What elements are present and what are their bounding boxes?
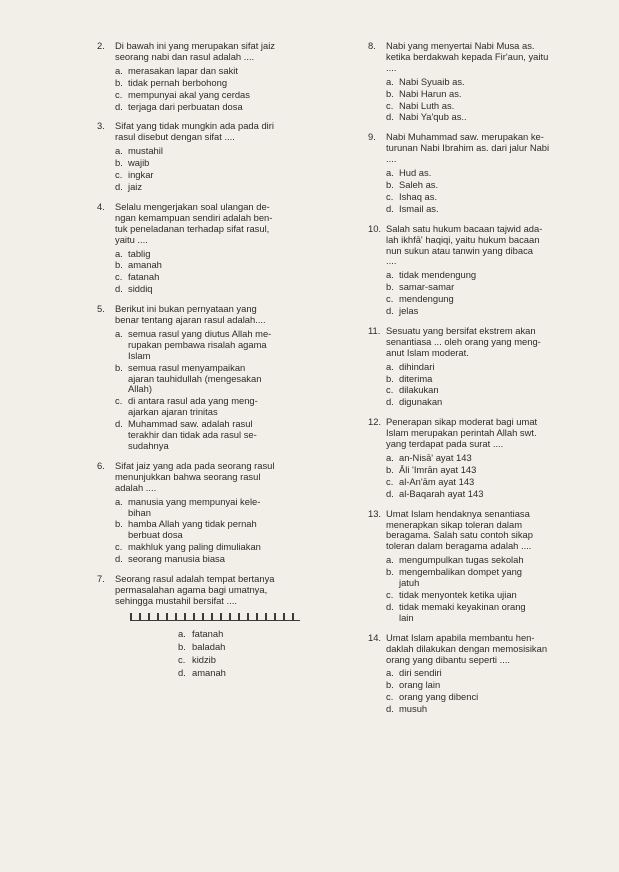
notebook-spiral [130, 613, 300, 620]
stem-line: toleran dalam beragama adalah .... [386, 540, 532, 552]
option-text: orang lain [399, 679, 441, 691]
option-letter: d. [115, 180, 123, 192]
option-text: Saleh as. [399, 178, 439, 190]
option-letter: b. [115, 76, 123, 88]
answer-option[interactable] [178, 629, 226, 640]
option-text: makhluk yang paling dimuliakan [128, 541, 261, 553]
option-text: fatanah [128, 271, 160, 283]
stem-line: .... [386, 255, 397, 267]
option-text: tidak mendengung [399, 269, 477, 281]
option-text: samar-samar [399, 281, 455, 293]
option-letter: b. [386, 463, 394, 475]
stem-line: lah ikhfā' haqiqi, yaitu hukum bacaan [386, 233, 540, 245]
option-letter: d. [386, 111, 394, 123]
option-text: mustahil [128, 145, 163, 157]
option-text: an-Nisā' ayat 143 [399, 452, 472, 463]
option-text: diri sendiri [399, 667, 442, 679]
stem-line: rasul disebut dengan sifat .... [115, 131, 235, 143]
question-7 [97, 574, 345, 755]
question-8 [368, 41, 600, 123]
option-text: Ishaq as. [399, 190, 438, 202]
option-letter: a. [115, 247, 123, 259]
answer-option[interactable] [386, 180, 600, 191]
option-letter: c. [115, 88, 123, 100]
question-6 [97, 461, 345, 565]
stem-line: senantiasa ... oleh orang yang meng- [386, 335, 541, 347]
option-letter: c. [386, 190, 394, 202]
question-11 [368, 326, 600, 408]
stem-line: beragama. Salah satu contoh sikap [386, 529, 533, 541]
option-text: tidak menyontek ketika ujian [399, 588, 517, 600]
answer-option[interactable] [115, 66, 345, 77]
option-letter: b. [386, 281, 394, 293]
option-text: terjaga dari perbuatan dosa [128, 100, 243, 112]
question-4 [97, 202, 345, 295]
option-text: di antara rasul ada yang meng- [128, 395, 258, 407]
right-column [368, 41, 600, 724]
question-stem [386, 224, 600, 268]
stem-line: tuk peneladanan terhadap sifat rasul, [115, 222, 270, 234]
option-letter: c. [178, 653, 186, 665]
option-text: semua rasul menyampaikan [128, 361, 246, 373]
option-text: jelas [399, 305, 419, 317]
option-letter: d. [386, 600, 394, 612]
answer-option[interactable] [115, 182, 345, 193]
question-number: 9. [368, 131, 376, 143]
option-letter: c. [386, 384, 394, 396]
option-text: rupakan pembawa risalah agama [128, 338, 267, 350]
question-number: 14. [368, 631, 382, 643]
stem-line: .... [386, 153, 397, 165]
answer-option[interactable] [386, 602, 600, 624]
option-text: ajaran tauhidullah (mengesakan [128, 372, 262, 384]
answer-option[interactable] [115, 284, 345, 295]
stem-line: daklah dilakukan dengan memosisikan [386, 642, 548, 654]
stem-line: Salah satu hukum bacaan tajwid ada- [386, 222, 543, 234]
stem-line: Nabi yang menyertai Nabi Musa as. [386, 40, 535, 51]
option-text: tablig [128, 247, 151, 259]
question-9 [368, 132, 600, 214]
stem-line: Umat Islam apabila membantu hen- [386, 631, 535, 643]
option-text: dihindari [399, 360, 435, 372]
option-letter: b. [115, 157, 123, 169]
option-text: seorang manusia biasa [128, 553, 225, 565]
option-letter: d. [115, 418, 123, 430]
stem-line: yang terdapat pada surat .... [386, 438, 504, 450]
question-number: 3. [97, 120, 105, 132]
stem-line: Sifat jaiz yang ada pada seorang rasul [115, 459, 275, 471]
option-letter: d. [386, 202, 394, 214]
stem-line: Seorang rasul adalah tempat bertanya [115, 573, 275, 585]
option-text: tidak pernah berbohong [128, 76, 228, 88]
option-text: ajarkan ajaran trinitas [128, 406, 218, 418]
answer-option[interactable] [386, 385, 600, 396]
stem-line: menunjukkan bahwa seorang rasul [115, 470, 261, 482]
answer-option[interactable] [386, 362, 600, 373]
option-letter: a. [386, 269, 394, 281]
option-text: ingkar [128, 169, 154, 181]
answer-option[interactable] [115, 542, 345, 553]
stem-line: menerapkan sikap toleran dalam [386, 518, 523, 530]
question-number: 10. [368, 222, 382, 234]
question-number: 11. [368, 324, 381, 336]
option-text: Āli 'Imrān ayat 143 [399, 463, 477, 475]
stem-line: Penerapan sikap moderat bagi umat [386, 416, 538, 428]
answer-option[interactable] [386, 282, 600, 293]
option-text: dilakukan [399, 384, 439, 396]
option-text: kidzib [192, 653, 216, 665]
answer-option[interactable] [386, 680, 600, 691]
option-letter: a. [115, 327, 123, 339]
answer-option[interactable] [386, 465, 600, 476]
option-letter: c. [115, 169, 123, 181]
option-letter: d. [115, 553, 123, 565]
answer-option[interactable] [386, 270, 600, 281]
option-text: jaiz [128, 180, 143, 192]
option-text: sudahnya [128, 440, 169, 451]
option-letter: a. [386, 75, 394, 87]
option-letter: b. [386, 178, 394, 190]
answer-option[interactable] [178, 642, 226, 653]
option-letter: a. [115, 145, 123, 157]
question-number: 6. [97, 459, 105, 471]
answer-option[interactable] [178, 668, 226, 679]
option-text: Nabi Luth as. [399, 99, 455, 111]
option-text: Hud as. [399, 167, 432, 179]
option-text: amanah [192, 666, 226, 678]
option-text: Nabi Harun as. [399, 87, 462, 99]
stem-line: anut Islam moderat. [386, 346, 469, 358]
answer-option[interactable] [386, 77, 600, 88]
option-text: bihan [128, 506, 151, 518]
stem-line: Nabi Muhammad saw. merupakan ke- [386, 131, 544, 143]
answer-option[interactable] [386, 692, 600, 703]
answer-option[interactable] [386, 294, 600, 305]
question-stem [115, 461, 345, 494]
option-letter: a. [386, 167, 394, 179]
question-number: 2. [97, 40, 105, 51]
answer-option[interactable] [115, 329, 345, 362]
answer-option[interactable] [386, 168, 600, 179]
option-letter: c. [115, 541, 123, 553]
option-text: wajib [128, 157, 150, 169]
answer-option[interactable] [386, 704, 600, 715]
question-stem [115, 574, 345, 607]
question-number: 8. [368, 40, 376, 51]
answer-option[interactable] [115, 78, 345, 89]
option-text: Nabi Syuaib as. [399, 75, 465, 87]
option-text: terakhir dan tidak ada rasul se- [128, 429, 257, 441]
stem-line: Umat Islam hendaknya senantiasa [386, 507, 530, 519]
question-13 [368, 509, 600, 624]
option-letter: b. [386, 679, 394, 691]
question-5 [97, 304, 345, 452]
option-text: diterima [399, 372, 433, 384]
stem-line: adalah .... [115, 481, 157, 493]
stem-line: turunan Nabi Ibrahim as. dari jalur Nabi [386, 142, 550, 154]
stem-line: Di bawah ini yang merupakan sifat jaiz [115, 40, 275, 51]
question-stem [115, 121, 345, 143]
option-letter: a. [386, 667, 394, 679]
stem-line: seorang nabi dan rasul adalah .... [115, 50, 255, 62]
stem-line: Islam merupakan perintah Allah swt. [386, 427, 537, 439]
question-number: 13. [368, 507, 382, 519]
answer-option[interactable] [115, 396, 345, 418]
option-letter: d. [386, 487, 394, 499]
answer-option[interactable] [115, 146, 345, 157]
option-text: manusia yang mempunyai kele- [128, 495, 261, 507]
notebook-options [178, 629, 226, 681]
question-14 [368, 633, 600, 715]
question-stem [115, 41, 345, 63]
option-letter: c. [386, 691, 394, 703]
question-12 [368, 417, 600, 499]
question-stem [386, 132, 600, 165]
option-text: merasakan lapar dan sakit [128, 64, 238, 76]
question-stem [386, 326, 600, 359]
question-stem [115, 304, 345, 326]
answer-option[interactable] [386, 489, 600, 500]
question-number: 5. [97, 303, 105, 315]
answer-option[interactable] [386, 397, 600, 408]
option-letter: b. [115, 361, 123, 373]
answer-option[interactable] [115, 363, 345, 396]
option-text: hamba Allah yang tidak pernah [128, 518, 257, 530]
stem-line: yaitu .... [115, 233, 148, 245]
option-letter: c. [386, 475, 394, 487]
answer-option[interactable] [386, 590, 600, 601]
question-stem [115, 202, 345, 246]
option-text: musuh [399, 703, 428, 715]
stem-line: Berikut ini bukan pernyataan yang [115, 303, 257, 315]
answer-option[interactable] [386, 567, 600, 589]
stem-line: Sifat yang tidak mungkin ada pada diri [115, 120, 274, 132]
option-text: digunakan [399, 396, 443, 408]
option-letter: b. [386, 372, 394, 384]
notebook-graphic [130, 613, 300, 755]
notebook-edge [130, 620, 300, 622]
stem-line: Sesuatu yang bersifat ekstrem akan [386, 324, 536, 336]
option-text: mengembalikan dompet yang [399, 566, 522, 578]
option-text: amanah [128, 259, 162, 271]
question-3 [97, 121, 345, 192]
option-letter: a. [115, 64, 123, 76]
option-letter: d. [178, 666, 186, 678]
question-stem [386, 633, 600, 666]
option-letter: a. [386, 360, 394, 372]
option-letter: b. [386, 566, 394, 578]
option-letter: d. [115, 283, 123, 295]
option-letter: b. [386, 87, 394, 99]
option-text: Islam [128, 349, 151, 361]
option-text: baladah [192, 640, 226, 652]
stem-line: permasalahan agama bagi umatnya, [115, 583, 268, 595]
option-letter: d. [386, 305, 394, 317]
question-number: 7. [97, 573, 105, 585]
stem-line: Selalu mengerjakan soal ulangan de- [115, 200, 270, 212]
answer-option[interactable] [386, 204, 600, 215]
answer-option[interactable] [178, 655, 226, 666]
option-text: Ismail as. [399, 202, 439, 214]
question-stem [386, 417, 600, 450]
question-stem [386, 509, 600, 553]
stem-line: sehingga mustahil bersifat .... [115, 594, 237, 606]
answer-option[interactable] [115, 158, 345, 169]
answer-option[interactable] [115, 497, 345, 519]
option-letter: c. [386, 99, 394, 111]
option-text: berbuat dosa [128, 529, 183, 541]
option-letter: d. [386, 396, 394, 408]
answer-option[interactable] [386, 555, 600, 566]
answer-option[interactable] [115, 249, 345, 260]
option-text: fatanah [192, 627, 224, 639]
option-text: al-An'ām ayat 143 [399, 475, 475, 487]
option-letter: d. [386, 703, 394, 715]
option-text: semua rasul yang diutus Allah me- [128, 327, 272, 339]
answer-option[interactable] [386, 374, 600, 385]
answer-option[interactable] [386, 477, 600, 488]
answer-option[interactable] [115, 90, 345, 101]
answer-option[interactable] [386, 453, 600, 464]
answer-option[interactable] [386, 306, 600, 317]
stem-line: benar tentang ajaran rasul adalah.... [115, 314, 266, 326]
option-text: Muhammad saw. adalah rasul [128, 418, 253, 430]
option-letter: a. [386, 452, 394, 463]
option-text: al-Baqarah ayat 143 [399, 487, 484, 499]
option-text: mempunyai akal yang cerdas [128, 88, 250, 100]
question-stem [386, 41, 600, 74]
answer-option[interactable] [386, 112, 600, 123]
stem-line: ngan kemampuan sendiri adalah ben- [115, 211, 273, 223]
option-text: mengumpulkan tugas sekolah [399, 554, 524, 566]
answer-option[interactable] [115, 519, 345, 541]
option-text: jatuh [399, 577, 420, 589]
option-letter: c. [386, 588, 394, 600]
option-text: orang yang dibenci [399, 691, 479, 703]
option-letter: b. [115, 259, 123, 271]
answer-option[interactable] [386, 192, 600, 203]
question-number: 12. [368, 416, 382, 428]
option-letter: b. [115, 518, 123, 530]
stem-line: ketika berdakwah kepada Fir'aun, yaitu [386, 50, 549, 62]
option-text: tidak memaki keyakinan orang [399, 600, 526, 612]
option-text: Nabi Ya'qub as.. [399, 111, 467, 123]
answer-option[interactable] [115, 554, 345, 565]
answer-option[interactable] [115, 260, 345, 271]
option-letter: c. [115, 271, 123, 283]
option-letter: a. [178, 627, 186, 639]
option-letter: b. [178, 640, 186, 652]
question-2 [97, 41, 345, 112]
option-letter: c. [386, 293, 394, 305]
option-text: lain [399, 611, 414, 623]
question-10 [368, 224, 600, 317]
stem-line: .... [386, 61, 397, 73]
option-letter: d. [115, 100, 123, 112]
answer-option[interactable] [386, 89, 600, 100]
option-letter: a. [386, 554, 394, 566]
option-letter: a. [115, 495, 123, 507]
option-text: siddiq [128, 283, 153, 295]
option-letter: c. [115, 395, 123, 407]
answer-option[interactable] [115, 102, 345, 113]
answer-option[interactable] [115, 170, 345, 181]
answer-option[interactable] [386, 101, 600, 112]
left-column [97, 41, 345, 764]
option-text: Allah) [128, 383, 152, 395]
stem-line: orang yang dibantu seperti .... [386, 653, 511, 665]
answer-option[interactable] [115, 419, 345, 452]
answer-option[interactable] [115, 272, 345, 283]
option-text: mendengung [399, 293, 454, 305]
answer-option[interactable] [386, 668, 600, 679]
stem-line: nun sukun atau tanwin yang dibaca [386, 244, 533, 256]
question-number: 4. [97, 200, 105, 212]
